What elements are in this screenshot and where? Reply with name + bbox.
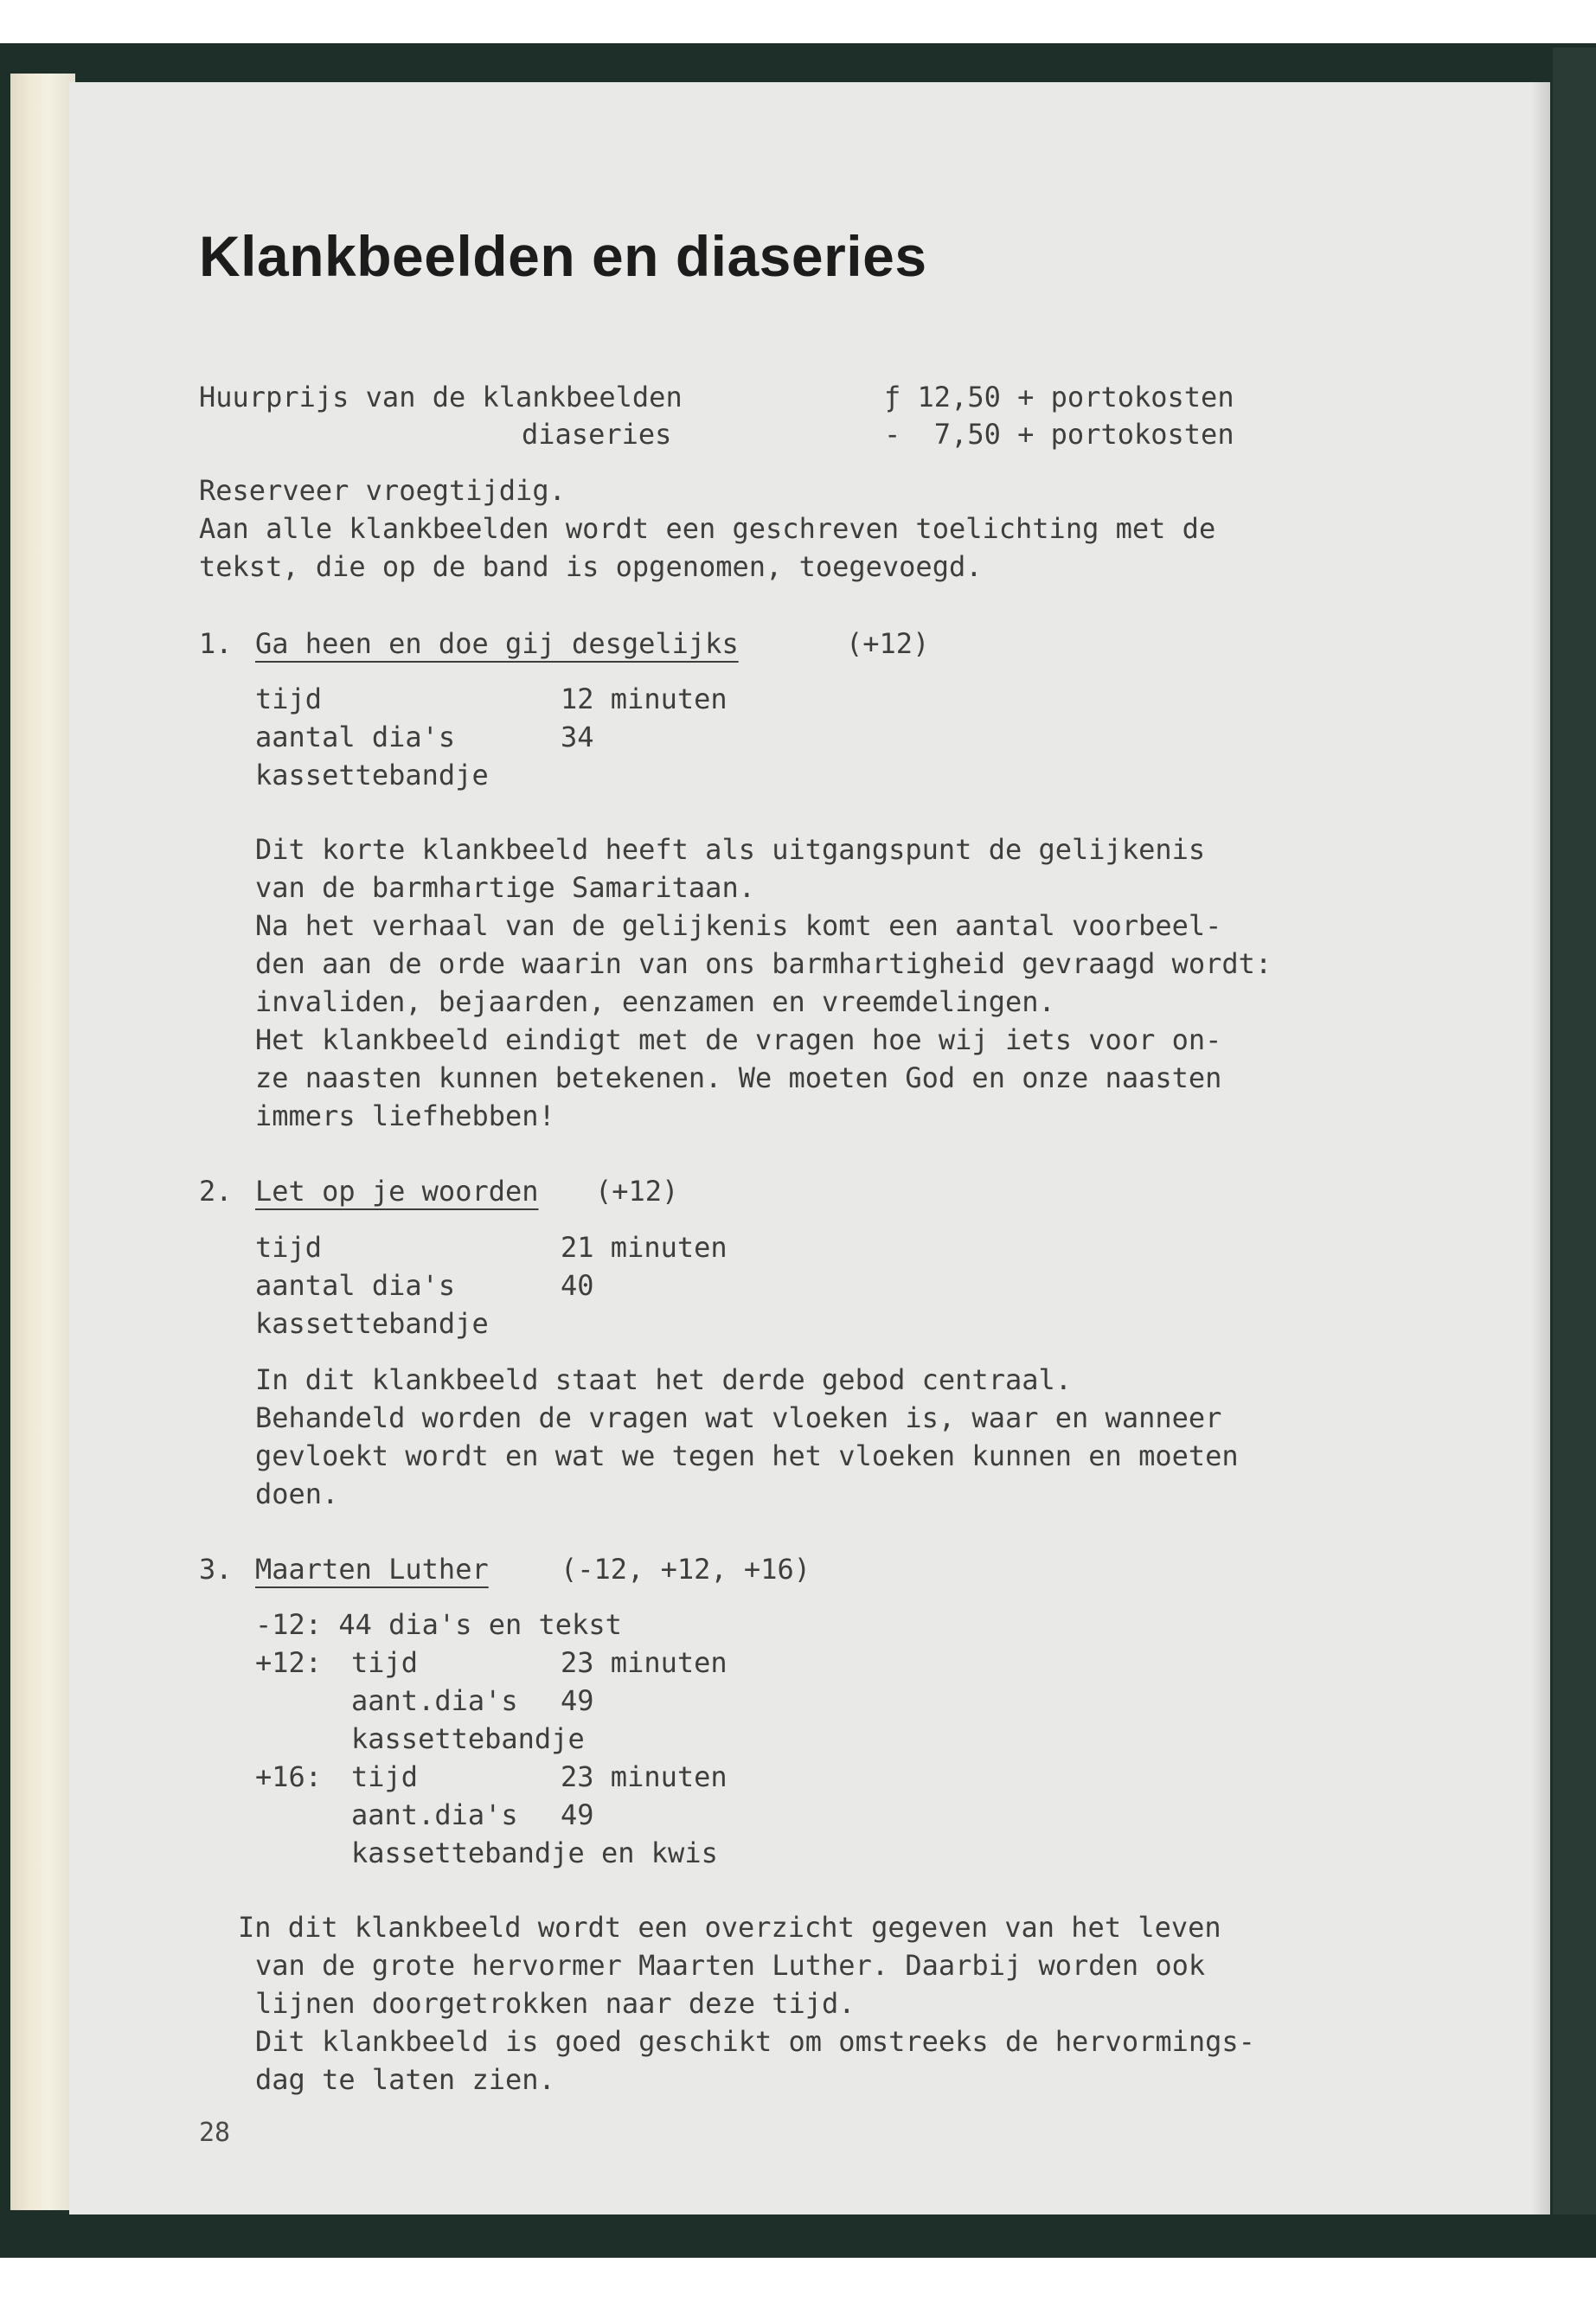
intro-line: tekst, die op de band is opgenomen, toegevoegd. — [199, 550, 983, 583]
item-number: 1. — [199, 627, 233, 660]
scan-bottom-edge — [0, 2214, 1596, 2258]
description-line: Het klankbeeld eindigt met de vragen hoe wij iets voor on- — [255, 1023, 1222, 1056]
book-cover-edge — [1553, 48, 1596, 2253]
spec-value: 49 — [561, 1684, 594, 1717]
description-line: dag te laten zien. — [255, 2063, 555, 2096]
price-label-klankbeelden: Huurprijs van de klankbeelden — [199, 381, 683, 413]
spec-medium: kassettebandje — [255, 1307, 489, 1340]
version-prefix: +16: — [255, 1760, 323, 1793]
page-number: 28 — [199, 2118, 231, 2148]
price-diaseries: - 7,50 + portokosten — [884, 418, 1234, 451]
description-line: lijnen doorgetrokken naar deze tijd. — [255, 1987, 856, 2020]
item-ages: (-12, +12, +16) — [561, 1553, 811, 1586]
description-line: Dit korte klankbeeld heeft als uitgangspunt de gelijkenis — [255, 833, 1206, 866]
spec-value: 34 — [561, 721, 594, 753]
description-line: van de barmhartige Samaritaan. — [255, 871, 755, 904]
spec-label: aant.dia's — [351, 1684, 518, 1717]
price-label-diaseries: diaseries — [522, 418, 672, 451]
spec-label: tijd — [255, 1231, 323, 1264]
description-line: immers liefhebben! — [255, 1099, 555, 1132]
description-line: Dit klankbeeld is goed geschikt om omstreeks de hervormings- — [255, 2025, 1255, 2058]
version-prefix: +12: — [255, 1646, 323, 1679]
item-number: 3. — [199, 1553, 233, 1586]
spec-value: 23 minuten — [561, 1646, 727, 1679]
item-title: Maarten Luther — [255, 1553, 489, 1586]
spec-medium: kassettebandje — [255, 759, 489, 792]
version-line: -12: 44 dia's en tekst — [255, 1608, 622, 1641]
spec-value: 12 minuten — [561, 683, 727, 715]
spec-label: tijd — [255, 683, 323, 715]
page-gutter-shadow — [1531, 82, 1550, 2214]
description-line: Behandeld worden de vragen wat vloeken is, waar en wanneer — [255, 1401, 1222, 1434]
item-ages: (+12) — [595, 1175, 679, 1208]
description-line: In dit klankbeeld staat het derde gebod centraal. — [255, 1363, 1073, 1396]
description-line: invaliden, bejaarden, eenzamen en vreemdelingen. — [255, 985, 1055, 1018]
spec-medium: kassettebandje en kwis — [351, 1836, 718, 1869]
description-line: ze naasten kunnen betekenen. We moeten God en onze naasten — [255, 1061, 1222, 1094]
description-line: In dit klankbeeld wordt een overzicht gegeven van het leven — [238, 1911, 1221, 1944]
item-ages: (+12) — [846, 627, 930, 660]
intro-line: Aan alle klankbeelden wordt een geschreven toelichting met de — [199, 512, 1216, 545]
item-title: Ga heen en doe gij desgelijks — [255, 627, 739, 660]
spec-medium: kassettebandje — [351, 1722, 585, 1755]
description-line: den aan de orde waarin van ons barmhartigheid gevraagd wordt: — [255, 947, 1272, 980]
intro-line: Reserveer vroegtijdig. — [199, 474, 566, 507]
description-line: van de grote hervormer Maarten Luther. Daarbij worden ook — [255, 1949, 1206, 1982]
spec-label: tijd — [351, 1646, 419, 1679]
spec-label: aantal dia's — [255, 721, 456, 753]
page-title: Klankbeelden en diaseries — [199, 224, 927, 288]
spec-value: 49 — [561, 1798, 594, 1831]
spec-label: aant.dia's — [351, 1798, 518, 1831]
description-line: doen. — [255, 1477, 339, 1510]
item-number: 2. — [199, 1175, 233, 1208]
spec-value: 23 minuten — [561, 1760, 727, 1793]
spec-value: 40 — [561, 1269, 594, 1302]
item-title: Let op je woorden — [255, 1175, 539, 1208]
spec-label: aantal dia's — [255, 1269, 456, 1302]
price-klankbeelden: ƒ 12,50 + portokosten — [884, 381, 1234, 413]
spec-value: 21 minuten — [561, 1231, 727, 1264]
page-stack-edge — [10, 74, 75, 2210]
spec-label: tijd — [351, 1760, 419, 1793]
description-line: Na het verhaal van de gelijkenis komt een aantal voorbeel- — [255, 909, 1222, 942]
description-line: gevloekt wordt en wat we tegen het vloeken kunnen en moeten — [255, 1439, 1239, 1472]
